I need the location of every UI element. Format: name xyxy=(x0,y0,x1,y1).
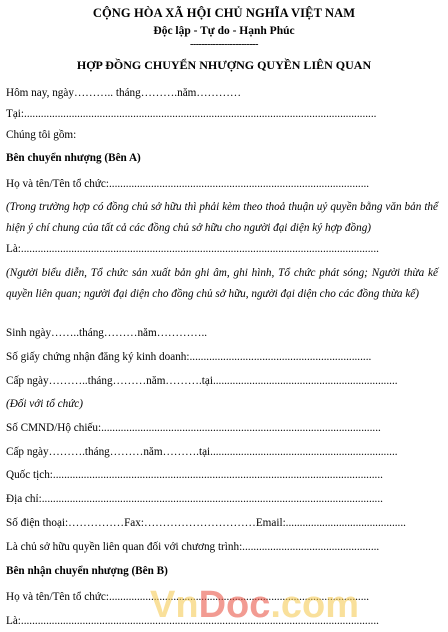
party-a-org-note: (Đối với tổ chức) xyxy=(6,398,83,410)
party-a-address-field: Địa chỉ:.......................................................................................................................... xyxy=(6,493,383,505)
national-motto: Độc lập - Tự do - Hạnh Phúc xyxy=(153,25,295,37)
party-a-birth-field: Sinh ngày……..tháng………năm………….. xyxy=(6,327,208,339)
header-separator: ------------------------ xyxy=(190,39,258,50)
party-a-contact-field: Số điện thoại:……………Fax:…………………………Email:........................................... xyxy=(6,517,406,529)
watermark-part-com: .com xyxy=(270,584,360,626)
place-line: Tại:.............................................................................................................................. xyxy=(6,108,377,120)
party-a-cert-issue-field: Cấp ngày………..tháng………năm……….tại.................................................................. xyxy=(6,375,398,387)
party-b-name-field: Họ và tên/Tên tổ chức:............................................................................................. xyxy=(6,591,370,603)
party-a-role-field: Là:................................................................................................................................ xyxy=(6,243,379,255)
date-line: Hôm nay, ngày……….. tháng……….năm………… xyxy=(6,87,242,99)
party-a-owner-field: Là chủ sở hữu quyền liên quan đối với chương trình:................................................. xyxy=(6,541,380,553)
party-b-role-field: Là:................................................................................................................................ xyxy=(6,615,379,627)
party-a-roles-note: (Người biểu diễn, Tổ chức sản xuất bản ghi âm, ghi hình, Tổ chức phát sóng; Người thừa kế quyền liên quan; người đại diện cho đồng chủ sở hữu, người đại diện cho các đồng thừa kế) xyxy=(6,267,438,300)
national-title: CỘNG HÒA XÃ HỘI CHỦ NGHĨA VIỆT NAM xyxy=(92,6,356,20)
contract-title: HỢP ĐỒNG CHUYỂN NHƯỢNG QUYỀN LIÊN QUAN xyxy=(76,58,372,72)
party-a-name-field: Họ và tên/Tên tổ chức:............................................................................................. xyxy=(6,178,370,190)
party-a-business-cert-field: Số giấy chứng nhận đăng ký kinh doanh:................................................................. xyxy=(6,351,372,363)
party-a-coowner-note: (Trong trường hợp có đồng chủ sở hữu thì phải kèm theo thoả thuận uỷ quyền bằng văn bản thể hiện ý chí chung của tất cả các đồng chủ sở hữu cho người đại diện ký hợp đồng) xyxy=(6,201,438,234)
party-a-nationality-field: Quốc tịch:...................................................................................................................... xyxy=(6,469,383,481)
watermark-part-doc: Doc xyxy=(198,584,271,626)
party-a-id-field: Số CMND/Hộ chiếu:.................................................................................................... xyxy=(6,422,381,434)
parties-intro: Chúng tôi gồm: xyxy=(6,129,77,141)
party-a-id-issue-field: Cấp ngày……….tháng………năm……….tại................................................................... xyxy=(6,446,398,458)
party-a-heading: Bên chuyển nhượng (Bên A) xyxy=(6,152,141,164)
watermark-part-vn: Vn xyxy=(150,584,199,626)
party-b-heading: Bên nhận chuyển nhượng (Bên B) xyxy=(6,565,168,577)
